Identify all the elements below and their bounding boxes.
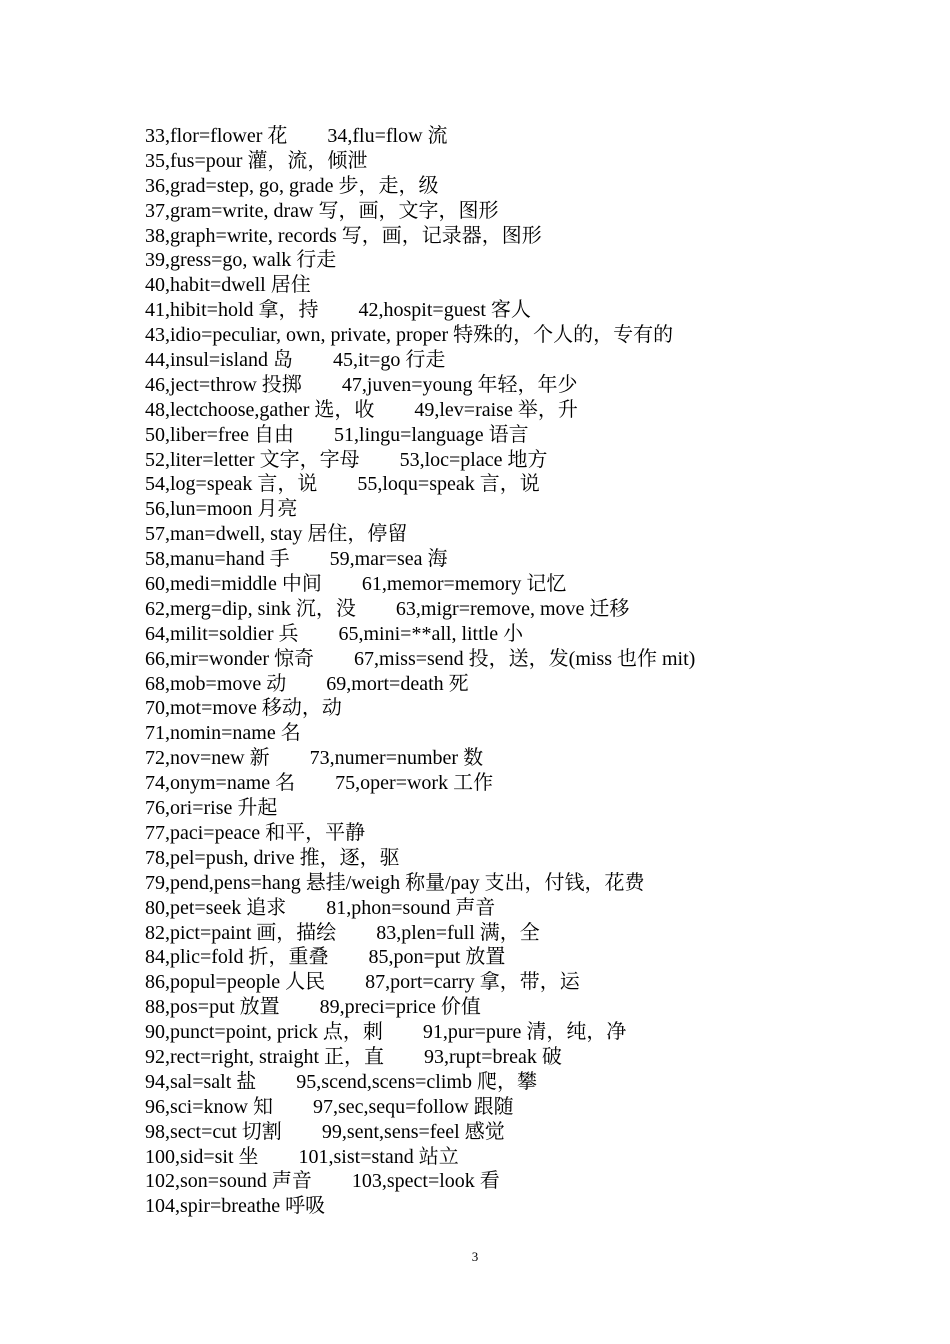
root-entry: 50,liber=free 自由 bbox=[145, 423, 295, 446]
root-entry: 45,it=go 行走 bbox=[332, 349, 446, 372]
root-entry: 59,mar=sea 海 bbox=[329, 548, 448, 571]
root-entry: 80,pet=seek 追求 bbox=[145, 896, 287, 919]
root-entry: 65,mini=**all, little 小 bbox=[338, 622, 524, 645]
list-line bbox=[145, 921, 905, 946]
list-line bbox=[145, 1045, 905, 1070]
root-entry: 79,pend,pens=hang 悬挂/weigh 称量/pay 支出，付钱，花费 bbox=[145, 871, 645, 894]
root-entry: 69,mort=death 死 bbox=[326, 672, 469, 695]
root-entry: 55,loqu=speak 言，说 bbox=[357, 473, 540, 496]
root-entry: 78,pel=push, drive 推，逐，驱 bbox=[145, 846, 400, 869]
root-entry: 40,habit=dwell 居住 bbox=[145, 274, 311, 297]
list-line bbox=[145, 1120, 905, 1145]
root-entry: 66,mir=wonder 惊奇 bbox=[145, 647, 315, 670]
list-line bbox=[145, 199, 905, 224]
root-entry: 94,sal=salt 盐 bbox=[145, 1070, 257, 1093]
root-entry: 100,sid=sit 坐 bbox=[145, 1145, 259, 1168]
list-line bbox=[145, 572, 905, 597]
list-line bbox=[145, 124, 905, 149]
list-line bbox=[145, 298, 905, 323]
root-entry: 92,rect=right, straight 正，直 bbox=[145, 1045, 385, 1068]
root-entry: 44,insul=island 岛 bbox=[145, 349, 293, 372]
list-line bbox=[145, 423, 905, 448]
root-entry: 73,numer=number 数 bbox=[309, 747, 484, 770]
list-line bbox=[145, 696, 905, 721]
root-entry: 103,spect=look 看 bbox=[351, 1170, 500, 1193]
root-entry: 70,mot=move 移动，动 bbox=[145, 697, 342, 720]
root-entry: 87,port=carry 拿，带，运 bbox=[365, 971, 580, 994]
root-entry: 58,manu=hand 手 bbox=[145, 548, 290, 571]
list-line bbox=[145, 248, 905, 273]
root-entry: 54,log=speak 言，说 bbox=[145, 473, 318, 496]
list-line bbox=[145, 1020, 905, 1045]
word-root-list bbox=[145, 124, 905, 1219]
root-entry: 38,graph=write, records 写，画，记录器，图形 bbox=[145, 224, 542, 247]
list-line bbox=[145, 871, 905, 896]
root-entry: 41,hibit=hold 拿，持 bbox=[145, 299, 319, 322]
root-entry: 43,idio=peculiar, own, private, proper 特殊的，个人的，专有的 bbox=[145, 324, 674, 347]
list-line bbox=[145, 945, 905, 970]
root-entry: 89,preci=price 价值 bbox=[319, 996, 481, 1019]
root-entry: 46,ject=throw 投掷 bbox=[145, 373, 302, 396]
list-line bbox=[145, 348, 905, 373]
root-entry: 56,lun=moon 月亮 bbox=[145, 498, 298, 521]
root-entry: 90,punct=point, prick 点，刺 bbox=[145, 1021, 383, 1044]
list-line bbox=[145, 1194, 905, 1219]
root-entry: 91,pur=pure 清，纯，净 bbox=[422, 1021, 627, 1044]
root-entry: 68,mob=move 动 bbox=[145, 672, 287, 695]
root-entry: 64,milit=soldier 兵 bbox=[145, 622, 299, 645]
root-entry: 77,paci=peace 和平，平静 bbox=[145, 821, 366, 844]
root-entry: 85,pon=put 放置 bbox=[368, 946, 506, 969]
root-entry: 96,sci=know 知 bbox=[145, 1095, 273, 1118]
page-number: 3 bbox=[471, 1249, 479, 1264]
list-line bbox=[145, 1169, 905, 1194]
root-entry: 42,hospit=guest 客人 bbox=[358, 299, 531, 322]
root-entry: 67,miss=send 投，送，发(miss 也作 mit) bbox=[354, 647, 696, 670]
list-line bbox=[145, 497, 905, 522]
list-line bbox=[145, 746, 905, 771]
root-entry: 71,nomin=name 名 bbox=[145, 722, 301, 745]
root-entry: 102,son=sound 声音 bbox=[145, 1170, 312, 1193]
list-line bbox=[145, 224, 905, 249]
root-entry: 86,popul=people 人民 bbox=[145, 971, 326, 994]
list-line bbox=[145, 273, 905, 298]
root-entry: 81,phon=sound 声音 bbox=[326, 896, 496, 919]
root-entry: 57,man=dwell, stay 居住，停留 bbox=[145, 523, 408, 546]
root-entry: 33,flor=flower 花 bbox=[145, 125, 288, 147]
root-entry: 74,onym=name 名 bbox=[145, 772, 296, 795]
root-entry: 35,fus=pour 灌，流，倾泄 bbox=[145, 149, 368, 172]
list-line bbox=[145, 821, 905, 846]
list-line bbox=[145, 970, 905, 995]
list-line bbox=[145, 597, 905, 622]
root-entry: 61,memor=memory 记忆 bbox=[361, 573, 567, 596]
root-entry: 99,sent,sens=feel 感觉 bbox=[321, 1120, 505, 1143]
root-entry: 76,ori=rise 升起 bbox=[145, 797, 278, 820]
list-line bbox=[145, 1095, 905, 1120]
root-entry: 37,gram=write, draw 写，画，文字，图形 bbox=[145, 199, 499, 222]
list-line bbox=[145, 398, 905, 423]
list-line bbox=[145, 796, 905, 821]
list-line bbox=[145, 995, 905, 1020]
root-entry: 95,scend,scens=climb 爬，攀 bbox=[296, 1070, 537, 1093]
root-entry: 72,nov=new 新 bbox=[145, 747, 270, 770]
root-entry: 39,gress=go, walk 行走 bbox=[145, 249, 337, 272]
root-entry: 84,plic=fold 折，重叠 bbox=[145, 946, 329, 969]
list-line bbox=[145, 622, 905, 647]
root-entry: 104,spir=breathe 呼吸 bbox=[145, 1195, 326, 1218]
list-line bbox=[145, 771, 905, 796]
root-entry: 52,liter=letter 文字，字母 bbox=[145, 448, 360, 471]
list-line bbox=[145, 373, 905, 398]
root-entry: 98,sect=cut 切割 bbox=[145, 1120, 282, 1143]
root-entry: 51,lingu=language 语言 bbox=[334, 423, 529, 446]
root-entry: 63,migr=remove, move 迁移 bbox=[395, 597, 630, 620]
list-line bbox=[145, 323, 905, 348]
list-line bbox=[145, 547, 905, 572]
root-entry: 101,sist=stand 站立 bbox=[298, 1145, 459, 1168]
root-entry: 93,rupt=break 破 bbox=[424, 1045, 562, 1068]
root-entry: 48,lectchoose,gather 选，收 bbox=[145, 398, 375, 421]
root-entry: 75,oper=work 工作 bbox=[335, 772, 494, 795]
root-entry: 83,plen=full 满，全 bbox=[376, 921, 540, 944]
root-entry: 88,pos=put 放置 bbox=[145, 996, 280, 1019]
list-line bbox=[145, 1145, 905, 1170]
list-line bbox=[145, 448, 905, 473]
root-entry: 34,flu=flow 流 bbox=[327, 125, 448, 147]
list-line bbox=[145, 896, 905, 921]
list-line bbox=[145, 647, 905, 672]
root-entry: 97,sec,sequ=follow 跟随 bbox=[312, 1095, 514, 1118]
list-line bbox=[145, 721, 905, 746]
list-line bbox=[145, 174, 905, 199]
list-line bbox=[145, 846, 905, 871]
root-entry: 36,grad=step, go, grade 步，走，级 bbox=[145, 174, 439, 197]
root-entry: 62,merg=dip, sink 沉，没 bbox=[145, 597, 356, 620]
list-line bbox=[145, 149, 905, 174]
root-entry: 60,medi=middle 中间 bbox=[145, 573, 322, 596]
list-line bbox=[145, 672, 905, 697]
root-entry: 53,loc=place 地方 bbox=[399, 448, 548, 471]
root-entry: 82,pict=paint 画，描绘 bbox=[145, 921, 337, 944]
list-line bbox=[145, 472, 905, 497]
root-entry: 49,lev=raise 举，升 bbox=[414, 398, 578, 421]
list-line bbox=[145, 522, 905, 547]
root-entry: 47,juven=young 年轻，年少 bbox=[341, 373, 578, 396]
list-line bbox=[145, 1070, 905, 1095]
